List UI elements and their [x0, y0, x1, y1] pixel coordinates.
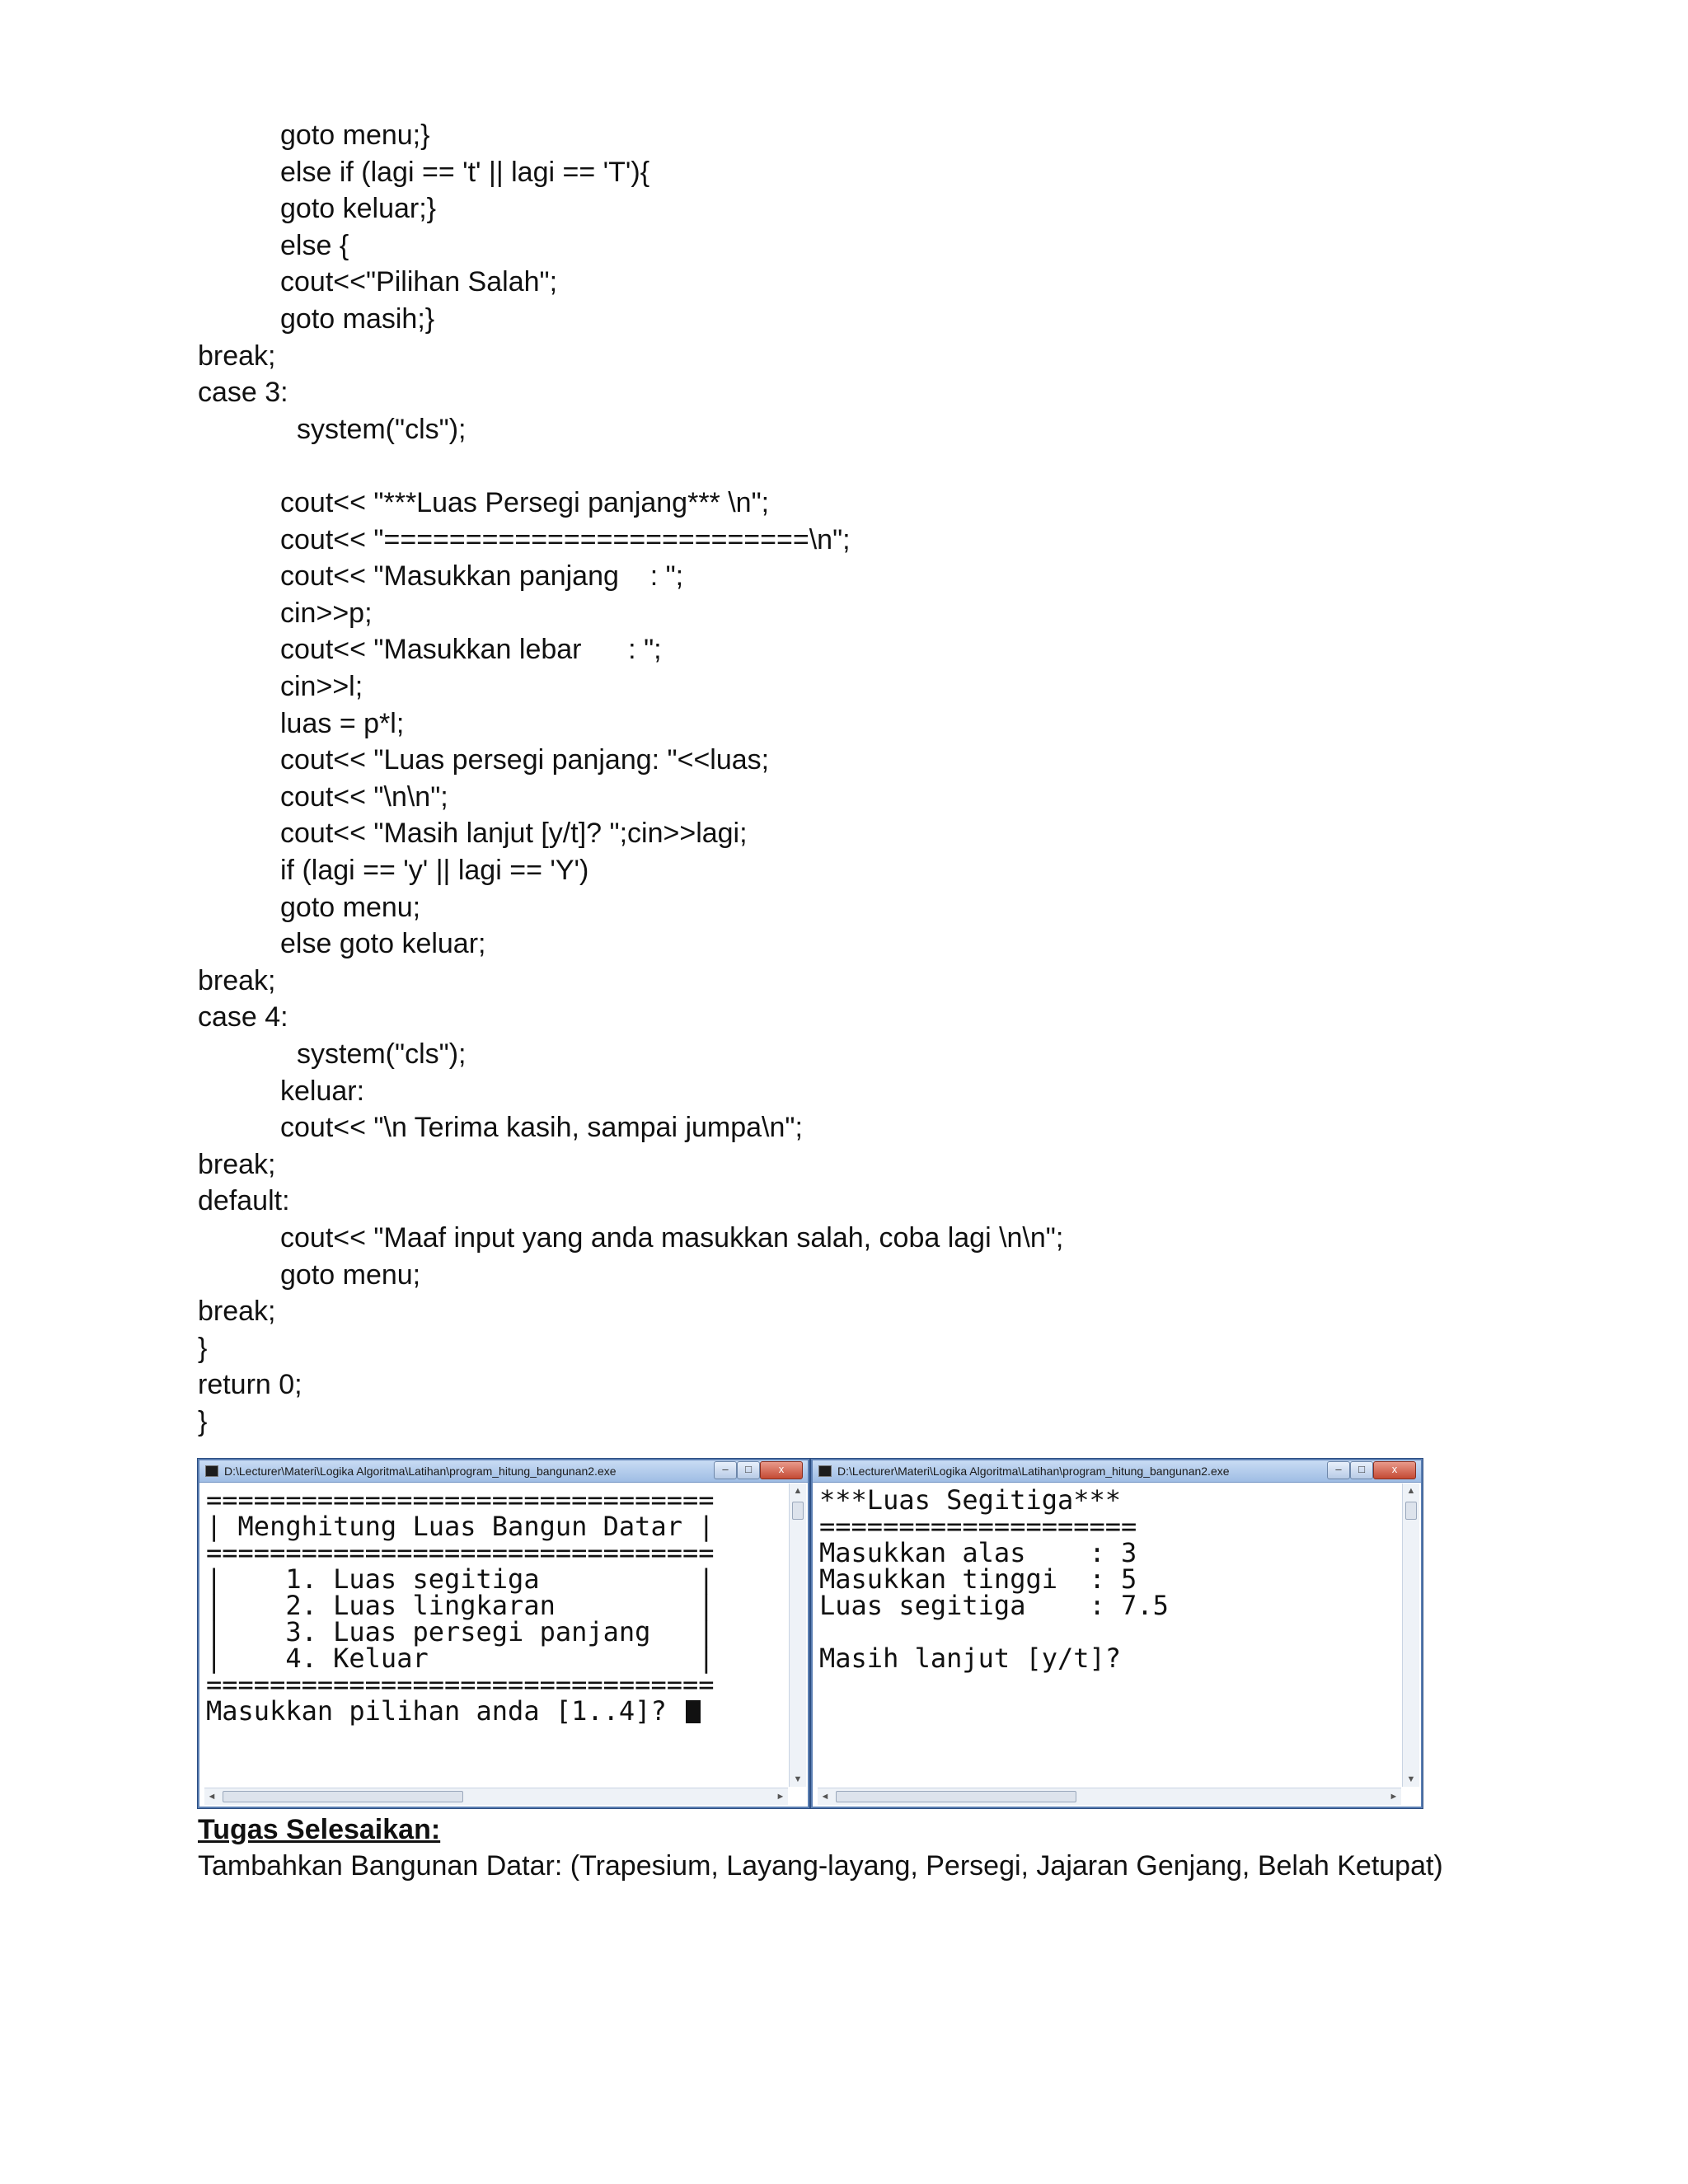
code-line: } [198, 1332, 208, 1364]
text-cursor [686, 1700, 701, 1723]
code-line: cout<< "==========================\n"; [280, 523, 851, 555]
scroll-down-icon[interactable]: ▼ [1406, 1774, 1416, 1784]
menu-prompt: Masukkan pilihan anda [1..4]? [206, 1695, 682, 1727]
continue-prompt: Masih lanjut [y/t]? [819, 1643, 1122, 1674]
code-line: cout<< "Masukkan panjang : "; [280, 560, 684, 593]
code-line: break; [198, 340, 276, 372]
segitiga-heading: ***Luas Segitiga*** [819, 1484, 1122, 1516]
code-line: cout<< "Masukkan lebar : "; [280, 634, 662, 666]
scroll-thumb[interactable] [792, 1502, 804, 1520]
scroll-right-icon[interactable]: ► [776, 1792, 785, 1802]
code-line: goto menu; [280, 1258, 421, 1291]
code-line: case 3: [198, 377, 288, 409]
code-line: cout<< "\n\n"; [280, 780, 448, 813]
menu-option-4: | 4. Keluar | [206, 1643, 715, 1674]
close-button[interactable]: x [760, 1461, 803, 1479]
minimize-button[interactable]: – [714, 1461, 737, 1479]
menu-option-1: | 1. Luas segitiga | [206, 1563, 715, 1595]
code-line: cout<< "Maaf input yang anda masukkan salah, coba lagi \n\n"; [280, 1222, 1064, 1254]
task-description: Tambahkan Bangunan Datar: (Trapesium, Layang-layang, Persegi, Jajaran Genjang, Belah Ketupat) [198, 1850, 1443, 1882]
code-line: goto keluar;} [280, 193, 437, 225]
code-line: break; [198, 964, 276, 996]
menu-option-2: | 2. Luas lingkaran | [206, 1590, 715, 1621]
console-screen[interactable] [818, 1483, 1401, 1787]
scroll-left-icon[interactable]: ◄ [820, 1792, 830, 1802]
code-line: } [198, 1406, 208, 1437]
code-line: cout<< "Masih lanjut [y/t]? ";cin>>lagi; [280, 818, 748, 850]
vertical-scrollbar[interactable] [789, 1483, 806, 1787]
tinggi-output: Masukkan tinggi : 5 [819, 1563, 1137, 1595]
menu-prompt-line[interactable] [206, 1695, 701, 1727]
code-line: goto menu;} [280, 120, 430, 151]
scroll-up-icon[interactable]: ▲ [1406, 1486, 1416, 1496]
segitiga-border: ==================== [819, 1511, 1137, 1542]
code-line: case 4: [198, 1001, 288, 1033]
code-line: default: [198, 1185, 290, 1217]
horizontal-scrollbar[interactable] [204, 1788, 788, 1805]
code-line: break; [198, 1148, 276, 1180]
code-line: goto menu; [280, 891, 421, 923]
scroll-thumb[interactable] [836, 1791, 1076, 1802]
window-title: D:\Lecturer\Materi\Logika Algoritma\Latihan\program_hitung_bangunan2.exe [224, 1465, 617, 1478]
code-line: return 0; [198, 1369, 302, 1401]
menu-border-bottom: ================================ [206, 1669, 715, 1700]
title-bar[interactable] [199, 1460, 808, 1483]
code-line: else { [280, 229, 349, 261]
console-screen[interactable] [204, 1483, 788, 1787]
code-line: else goto keluar; [280, 928, 486, 960]
code-line: cout<< "\n Terima kasih, sampai jumpa\n"; [280, 1112, 803, 1144]
console-app-icon [818, 1465, 832, 1477]
code-line: system("cls"); [297, 413, 467, 445]
code-line: cout<<"Pilihan Salah"; [280, 266, 558, 298]
code-line: cout<< "***Luas Persegi panjang*** \n"; [280, 487, 770, 518]
console-app-icon [205, 1465, 218, 1477]
code-line: cin>>p; [280, 597, 373, 629]
scroll-up-icon[interactable]: ▲ [793, 1486, 803, 1496]
title-bar[interactable] [813, 1460, 1421, 1483]
vertical-scrollbar[interactable] [1402, 1483, 1419, 1787]
luas-output: Luas segitiga : 7.5 [819, 1590, 1169, 1621]
menu-border: ================================ [206, 1537, 715, 1568]
console-window-segitiga[interactable] [811, 1459, 1423, 1808]
menu-border-top: ================================ [206, 1484, 715, 1516]
window-title: D:\Lecturer\Materi\Logika Algoritma\Latihan\program_hitung_bangunan2.exe [837, 1465, 1230, 1478]
close-button[interactable]: x [1373, 1461, 1416, 1479]
minimize-button[interactable]: – [1327, 1461, 1350, 1479]
scroll-thumb[interactable] [223, 1791, 463, 1802]
console-window-menu[interactable] [198, 1459, 809, 1808]
code-line: cout<< "Luas persegi panjang: "<<luas; [280, 744, 770, 776]
scroll-down-icon[interactable]: ▼ [793, 1774, 803, 1784]
maximize-button[interactable]: □ [1350, 1461, 1373, 1479]
code-line: break; [198, 1296, 276, 1328]
menu-option-3: | 3. Luas persegi panjang | [206, 1616, 715, 1647]
alas-output: Masukkan alas : 3 [819, 1537, 1137, 1568]
maximize-button[interactable]: □ [737, 1461, 760, 1479]
menu-heading: | Menghitung Luas Bangun Datar | [206, 1511, 715, 1542]
code-line: cin>>l; [280, 671, 363, 702]
code-line: goto masih;} [280, 303, 435, 335]
code-line: system("cls"); [297, 1038, 467, 1070]
code-line: luas = p*l; [280, 707, 405, 739]
scroll-thumb[interactable] [1405, 1502, 1417, 1520]
horizontal-scrollbar[interactable] [818, 1788, 1401, 1805]
code-line: else if (lagi == 't' || lagi == 'T'){ [280, 156, 650, 188]
task-heading: Tugas Selesaikan: [198, 1814, 441, 1845]
scroll-left-icon[interactable]: ◄ [207, 1792, 217, 1802]
code-line: if (lagi == 'y' || lagi == 'Y') [280, 855, 589, 886]
scroll-right-icon[interactable]: ► [1389, 1792, 1399, 1802]
code-line: keluar: [280, 1075, 365, 1107]
